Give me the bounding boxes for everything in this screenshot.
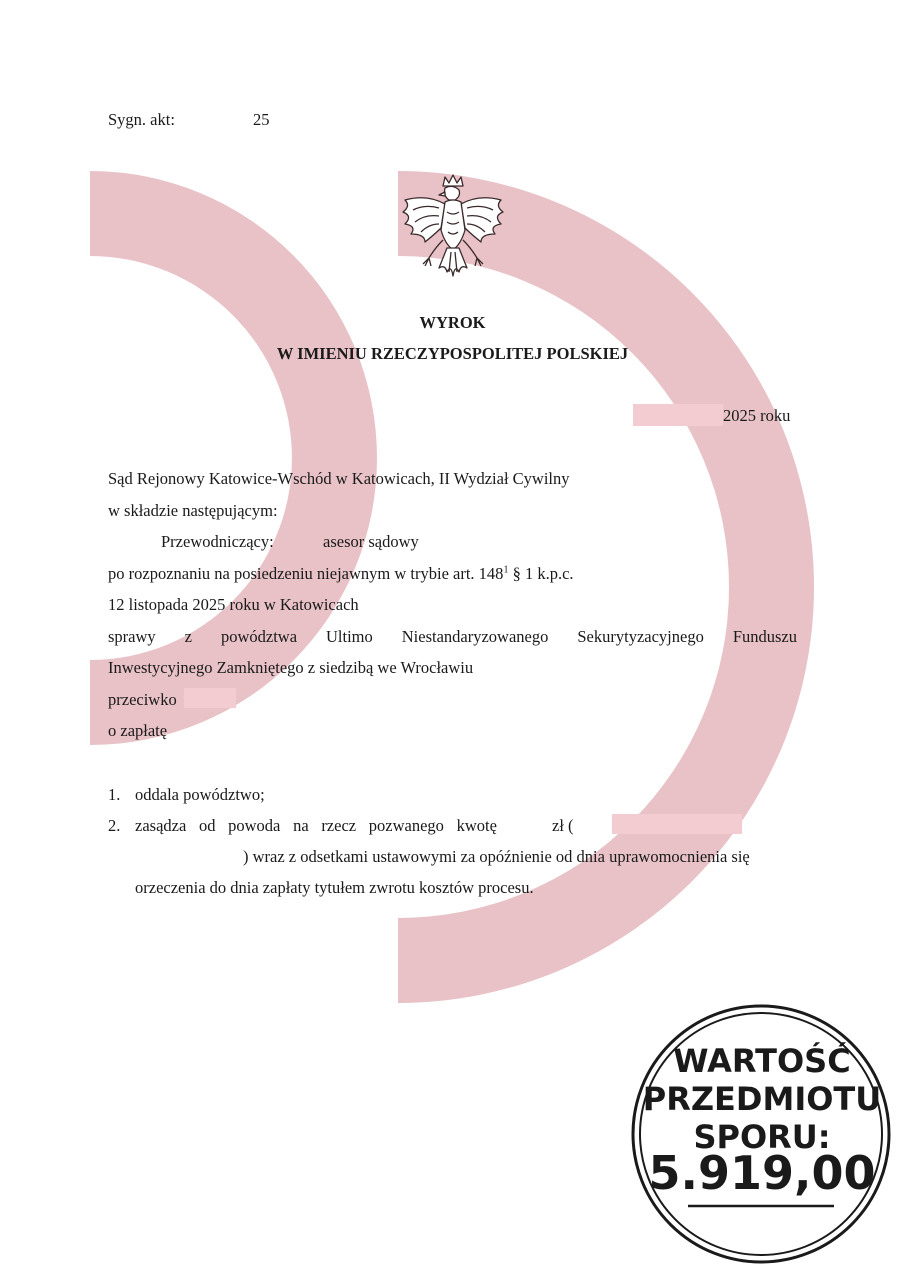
case-word: powództwa bbox=[220, 627, 298, 646]
case-word: Sekurytyzacyjnego bbox=[577, 627, 704, 646]
case-word: Ultimo bbox=[326, 627, 373, 646]
case-line-2: Inwestycyjnego Zamkniętego z siedzibą we Wrocławiu bbox=[108, 658, 474, 677]
case-word: Funduszu bbox=[732, 627, 797, 646]
judgment-subtitle: W IMIENIU RZECZYPOSPOLITEJ POLSKIEJ bbox=[276, 344, 629, 363]
judgment-date: 2025 roku bbox=[723, 406, 791, 425]
procedure-article: § 1 k.p.c. bbox=[508, 564, 574, 583]
chair-label: Przewodniczący: bbox=[161, 532, 274, 551]
case-word: Niestandaryzowanego bbox=[401, 627, 549, 646]
ruling-number: 2. bbox=[108, 816, 121, 835]
ruling-word: na bbox=[293, 816, 309, 835]
ruling-2-line-2: ) wraz z odsetkami ustawowymi za opóźnienie od dnia uprawomocnienia się bbox=[243, 847, 750, 866]
case-line-1 bbox=[108, 627, 797, 647]
hearing-date-place: 12 listopada 2025 roku w Katowicach bbox=[108, 595, 359, 614]
ruling-2-line-1 bbox=[135, 816, 497, 836]
ruling-word: od bbox=[198, 816, 216, 835]
ruling-2-line-3: orzeczenia do dnia zapłaty tytułem zwrotu kosztów procesu. bbox=[135, 878, 534, 897]
procedure-text: po rozpoznaniu na posiedzeniu niejawnym w trybie art. 148 bbox=[108, 564, 504, 583]
redaction-amount-words bbox=[612, 814, 742, 834]
polish-eagle-emblem-icon bbox=[395, 172, 511, 298]
composition-label: w składzie następującym: bbox=[108, 501, 278, 520]
stamp-line-1: WARTOŚĆ bbox=[673, 1042, 851, 1080]
chair-value: asesor sądowy bbox=[323, 532, 419, 551]
ruling-word: zasądza bbox=[135, 816, 187, 835]
ruling-word: powoda bbox=[228, 816, 281, 835]
stamp-line-2: PRZEDMIOTU bbox=[642, 1080, 882, 1118]
ruling-word: rzecz bbox=[321, 816, 357, 835]
ruling-word: pozwanego bbox=[368, 816, 444, 835]
case-word: sprawy bbox=[108, 627, 156, 646]
case-subject: o zapłatę bbox=[108, 721, 168, 740]
judgment-title: WYROK bbox=[419, 313, 486, 332]
stamp-amount: 5.919,00 bbox=[648, 1146, 876, 1200]
stamp-line-3: SPORU: bbox=[693, 1118, 831, 1156]
redaction-defendant bbox=[184, 688, 236, 708]
case-word: z bbox=[184, 627, 192, 646]
ruling-currency: zł ( bbox=[552, 816, 574, 835]
against-label: przeciwko bbox=[108, 690, 177, 709]
ruling-word: kwotę bbox=[456, 816, 497, 835]
case-signature-value: 25 bbox=[253, 110, 270, 129]
ruling-text: oddala powództwo; bbox=[135, 785, 265, 804]
case-signature-label: Sygn. akt: bbox=[108, 110, 175, 129]
redaction-date bbox=[633, 404, 723, 426]
ruling-number: 1. bbox=[108, 785, 121, 804]
court-name: Sąd Rejonowy Katowice-Wschód w Katowicach, II Wydział Cywilny bbox=[108, 469, 570, 488]
procedure-superscript: 1 bbox=[503, 564, 509, 576]
procedure-line bbox=[108, 564, 574, 584]
